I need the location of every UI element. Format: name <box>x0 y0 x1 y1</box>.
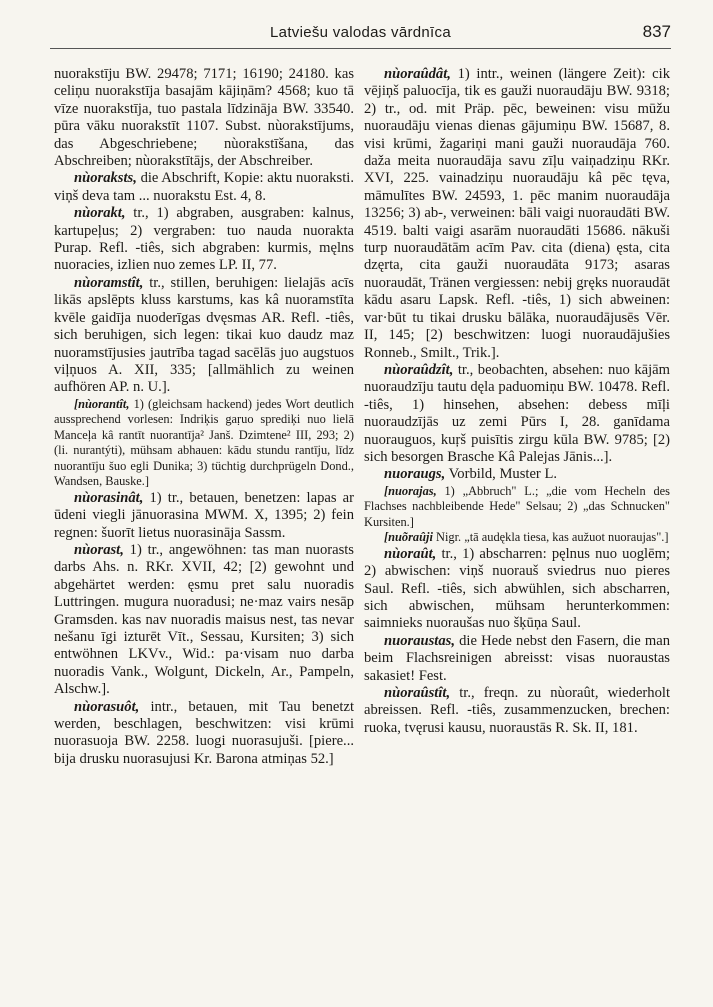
headword: nuoraugs, <box>384 466 446 483</box>
dictionary-entry <box>364 685 670 737</box>
entry-text: tr., 1) abgraben, ausgraben: kalnus, kartupeļus; 2) vergraben: tuo nauda nuorakta Purap. Refl. -tiês, sich abgraben: kurmis, męlns nuoracies, izlien nuo zemes LP. II, 77. <box>54 205 354 274</box>
headword: nùoraût, <box>384 545 437 562</box>
page-title: Latviešu valodas vārdnīca <box>270 24 451 41</box>
headword: [nùorantît, <box>74 396 130 411</box>
entry-text: tr., 1) abscharren: pęlnus nuo uoglēm; 2) abwischen: viņš nuorauš sviedrus nuo pieres Saul. Refl. -tiês, sich abwühlen, sich abscharren, sich abwischen, mühsam herunterkommen: saimnieks nuoraušas nuo šķūņa Saul. <box>364 545 670 632</box>
headword: [nuorajas, <box>384 483 437 498</box>
dictionary-entry <box>54 275 354 397</box>
entry-text: 1) tr., betauen, benetzen: lapas ar ūdeni viegli jānuorasina MWM. X, 1395; 2) fein regnen: šuorīt lietus nuorasināja Sassm. <box>54 489 354 541</box>
entry-text: 1) „Abbruch" L.; „die vom Hecheln des Flachses nachbleibende Hede" Selsau; 2) „das Schnucken" Kursiten.] <box>364 483 670 529</box>
headword: nùoraksts, <box>74 170 137 187</box>
entry-text: Nigr. „tā audękla tiesa, kas aužuot nuoraujas".] <box>432 530 669 545</box>
headword: nùorast, <box>74 541 124 558</box>
headword: nùoraûdzît, <box>384 361 454 378</box>
entry-text: tr., beobachten, absehen: nuo kājām nuoraudzīju tautu dęla paduomiņu BW. 10478. Refl. -tiês, 1) hinsehen, absehen: debess mīļi nuoraudzījās uz zemi Pūrs I, 28. ganīdama nuorauguos, kuŗš puisītis zirgu kūla BW. 9785; [2) sich besorgen Brasche Kâ Palejas Jānis...]. <box>364 361 670 465</box>
dictionary-entry <box>54 397 354 490</box>
entry-text: die Abschrift, Kopie: aktu nuoraksti. viņš deva tam ... nuorakstu Est. 4, 8. <box>54 170 354 204</box>
dictionary-entry <box>364 466 670 483</box>
entry-text: 1) (gleichsam hackend) jedes Wort deutlich aussprechend vorlesen: Indriķis gaṛuo sprediķi nuo lielā Manceļa kâ rantīt nuorantīja² Janš. Dzimtene² III, 293; 2) (li. nurantýti), mühsam abhauen: kādu stundu rantīju, līdz nuorantīju šuo egli Dunika; 3) tüchtig durchprügeln Dond., Wandsen, Bauske.] <box>54 396 354 489</box>
dictionary-entry <box>364 362 670 466</box>
entry-text: 1) intr., weinen (längere Zeit): cik vējiņš paluocīja, tik es gauži nuoraudāju BW. 9318; 2) tr., od. mit Präp. pēc, beweinen: visu mūžu nuoraudāju vienas dienas gājumiņu BW. 15687, 8. visi krūmi, žagariņi mani gauži nuoraudāja 760. daža meita nuoraudāja savu zīļu vaiņadziņu RKr. XVI, 225. vainadziņu nuoraudāju kâ pēc tęva, māmulītes BW. 24593, 1. pēc manim nuoraudāja 13256; 3) ab-, verweinen: bāli vaigi nuoraudāti BW. 4519. balti vaigi asarām nuoraudāti 15686. nākuši turp nuoraudātām acīm Pav. cita (diena) ęsta, cita dzęrta, cita gauži nuoraudāta 9173; asaras nuoraudāt, Tränen vergiessen: nebij gręks nuoraudāt kādu asaru Lapsk. Refl. -tiês, 1) sich abweinen: var·būt tu tikai drusku bālāka, nuoraudājusēs Vēr. II, 145; [2) beschwitzen: luogi nuoraudājušies Ronneb., Smilt., Trik.]. <box>364 66 670 361</box>
dictionary-entry <box>364 66 670 362</box>
page-header <box>50 22 671 49</box>
dictionary-entry <box>54 170 354 205</box>
right-column <box>364 66 670 737</box>
headword: nùoraûdât, <box>384 66 451 82</box>
entry-text: Vorbild, Muster L. <box>445 466 558 483</box>
headword: nùorakt, <box>74 205 126 222</box>
headword: nuoraustas, <box>384 632 455 649</box>
entry-text: nuorakstīju BW. 29478; 7171; 16190; 24180. kas celiņu nuorakstīja basajām kājiņām? 4568; kuo tā vīze nuorakstīja, tuo pastala līdzināja BW. 33540. pūra vāku nuorakstīt 1107. Subst. nùorakstījums, das Abgeschriebene; nùorakstīšana, das Abschreiben; nùorakstītājs, der Abschreiber. <box>54 66 354 170</box>
dictionary-entry <box>54 490 354 542</box>
headword: [nuõraûji <box>384 530 433 545</box>
entry-text: 1) tr., angewöhnen: tas man nuorasts darbs Ahs. n. RKr. XVII, 42; [2) gewohnt und abgehärtet werden: ęsmu pret salu nuoradis Luttringen. mugura nuoradusi; ne·maz vairs nesāp Gramsden. kas nav nuoradis maisus nest, tas nevar nešanu īgi izturēt Vīt., Sessau, Kursiten; 3) sich entwöhnen LKVv., Wid.: pa·visam nuo darba nuoradis Vank., Wolgunt, Dickeln, Ar., Pampeln, Alschw.]. <box>54 541 354 698</box>
entry-text: tr., stillen, beruhigen: lielajās acīs likās apslēpts kluss karstums, kas kâ nuoramstīta kvēle gaidīja nuoderīgas dvęsmas AR. Refl. -tiês, sich beruhigen, sich legen: tikai kuo daudz maz nuoramstījusies jautrība tagad sacēlās juo augstuos viļņuos A. XII, 335; [allmählich zu weinen aufhören AP. n. U.]. <box>54 274 354 396</box>
entry-text: tr., freqn. zu nùoraût, wiederholt abreissen. Refl. -tiês, zusammenzucken, brechen: ruoka, tvęrusi kausu, nuoraustās R. Sk. II, 181. <box>364 685 670 736</box>
headword: nùorasuôt, <box>74 698 140 715</box>
left-column <box>54 66 354 768</box>
dictionary-entry <box>364 546 670 633</box>
dictionary-entry <box>364 530 670 546</box>
headword: nùorasinât, <box>74 489 144 506</box>
dictionary-entry <box>54 542 354 699</box>
entry-text: die Hede nebst den Fasern, die man beim Flachsreinigen abreisst: visas nuoraustas sakasiet! Fest. <box>364 632 670 684</box>
dictionary-entry <box>364 633 670 685</box>
dictionary-entry <box>54 205 354 275</box>
dictionary-entry <box>54 66 354 170</box>
page-number: 837 <box>642 22 671 41</box>
headword: nùoraûstît, <box>384 685 451 701</box>
entry-text: intr., betauen, mit Tau benetzt werden, beschlagen, beschwitzen: visi krūmi nuorasuoja BW. 2258. luogi nuorasujuši. [piere... bija drusku nuorasujusi Kr. Barona atmiņas 52.] <box>54 698 354 767</box>
headword: nùoramstît, <box>74 274 144 291</box>
dictionary-entry <box>364 484 670 531</box>
dictionary-entry <box>54 699 354 769</box>
